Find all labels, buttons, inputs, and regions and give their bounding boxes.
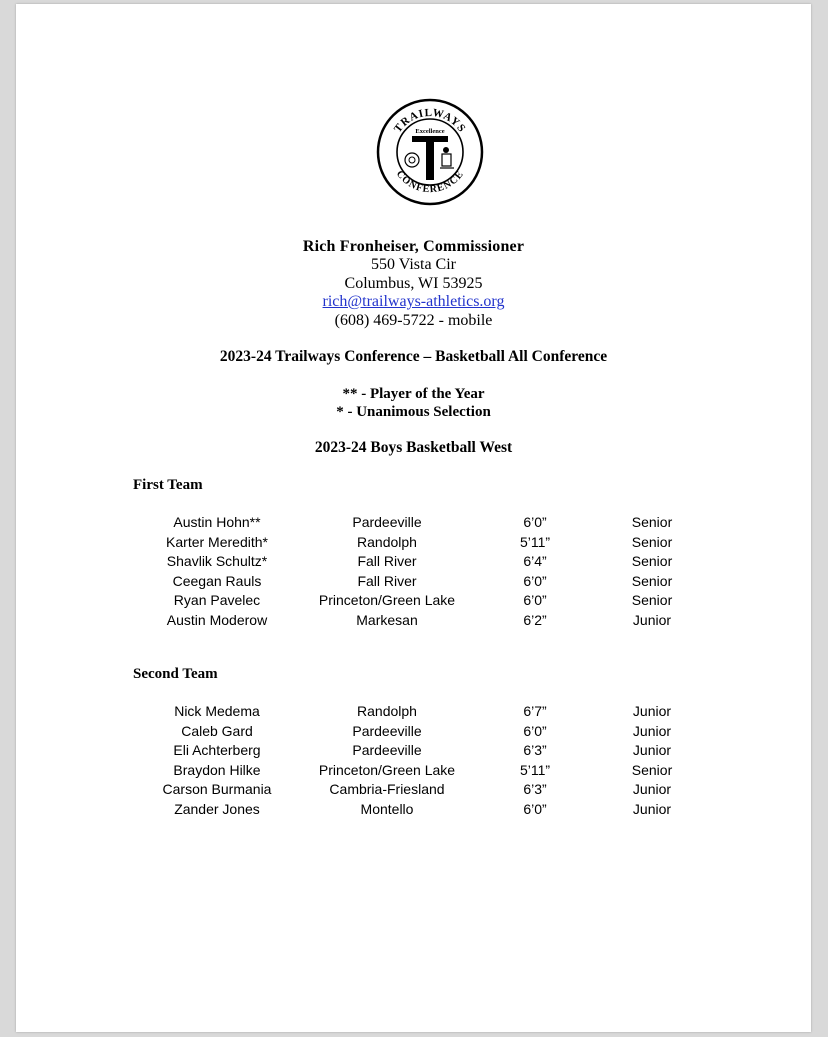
- second-team-table: [0, 703, 828, 821]
- player-school: Fall River: [357, 553, 417, 570]
- player-school: Princeton/Green Lake: [318, 592, 456, 609]
- player-school: Montello: [360, 800, 414, 817]
- table-row: [0, 592, 828, 612]
- table-row: [0, 742, 828, 762]
- player-school: Cambria-Friesland: [329, 781, 445, 798]
- player-name: Braydon Hilke: [173, 761, 261, 778]
- email-link[interactable]: rich@trailways-athletics.org: [322, 293, 505, 310]
- player-school: Randolph: [357, 703, 417, 719]
- player-year: Junior: [632, 703, 672, 719]
- player-year: Junior: [632, 781, 672, 798]
- address-line-2: Columbus, WI 53925: [344, 275, 483, 292]
- player-school: Fall River: [357, 572, 417, 589]
- second-team-heading: Second Team: [133, 666, 218, 682]
- legend-unanimous: * - Unanimous Selection: [336, 404, 491, 420]
- table-row: [0, 553, 828, 573]
- table-row: [0, 703, 828, 723]
- player-height: 6’0”: [523, 514, 547, 530]
- player-height: 6’3”: [523, 742, 547, 759]
- player-height: 6’0”: [523, 592, 547, 609]
- player-height: 6’0”: [523, 722, 547, 739]
- player-height: 6’4”: [523, 553, 547, 570]
- player-name: Eli Achterberg: [173, 742, 261, 759]
- first-team-heading: First Team: [133, 477, 203, 493]
- player-year: Senior: [631, 533, 673, 550]
- player-height: 6’3”: [523, 781, 547, 798]
- player-name: Caleb Gard: [181, 722, 253, 739]
- player-year: Junior: [632, 722, 672, 739]
- logo-text-top: TRAILWAYS: [391, 106, 469, 136]
- table-row: [0, 762, 828, 782]
- player-name: Austin Hohn**: [173, 514, 261, 530]
- player-school: Pardeeville: [352, 722, 422, 739]
- table-row: [0, 801, 828, 821]
- player-school: Pardeeville: [352, 742, 422, 759]
- player-year: Junior: [632, 800, 672, 817]
- phone-number: (608) 469-5722 - mobile: [334, 312, 493, 329]
- conference-logo: [376, 98, 484, 206]
- player-name: Zander Jones: [174, 800, 260, 817]
- player-school: Pardeeville: [352, 514, 422, 530]
- player-year: Senior: [631, 553, 673, 570]
- player-name: Austin Moderow: [166, 611, 268, 628]
- player-name: Ceegan Rauls: [172, 572, 262, 589]
- table-row: [0, 781, 828, 801]
- section-title: 2023-24 Boys Basketball West: [314, 439, 513, 456]
- player-year: Senior: [631, 514, 673, 530]
- player-name: Carson Burmania: [162, 781, 272, 798]
- table-row: [0, 723, 828, 743]
- player-year: Junior: [632, 742, 672, 759]
- table-row: [0, 514, 828, 534]
- first-team-table: [0, 514, 828, 632]
- player-name: Ryan Pavelec: [173, 592, 261, 609]
- player-name: Karter Meredith*: [166, 533, 268, 550]
- player-year: Senior: [631, 592, 673, 609]
- commissioner-name: Rich Fronheiser, Commissioner: [302, 238, 525, 255]
- address-line-1: 550 Vista Cir: [371, 256, 456, 273]
- table-row: [0, 612, 828, 632]
- player-height: 6’0”: [523, 572, 547, 589]
- player-name: Shavlik Schultz*: [166, 553, 268, 570]
- player-year: Senior: [631, 572, 673, 589]
- player-height: 5’11”: [519, 533, 551, 550]
- player-school: Markesan: [356, 611, 418, 628]
- player-height: 6’7”: [523, 703, 547, 719]
- player-school: Randolph: [357, 533, 417, 550]
- legend-player-of-year: ** - Player of the Year: [342, 386, 485, 402]
- player-height: 5’11”: [519, 761, 551, 778]
- player-name: Nick Medema: [174, 703, 260, 719]
- table-row: [0, 534, 828, 554]
- player-year: Senior: [631, 761, 673, 778]
- player-year: Junior: [632, 611, 672, 628]
- player-height: 6’2”: [523, 611, 547, 628]
- table-row: [0, 573, 828, 593]
- player-height: 6’0”: [523, 800, 547, 817]
- logo-text-bottom: CONFERENCE: [393, 168, 467, 196]
- document-title: 2023-24 Trailways Conference – Basketball All Conference: [219, 348, 608, 365]
- logo-motto: Excellence: [415, 128, 445, 135]
- player-school: Princeton/Green Lake: [318, 761, 456, 778]
